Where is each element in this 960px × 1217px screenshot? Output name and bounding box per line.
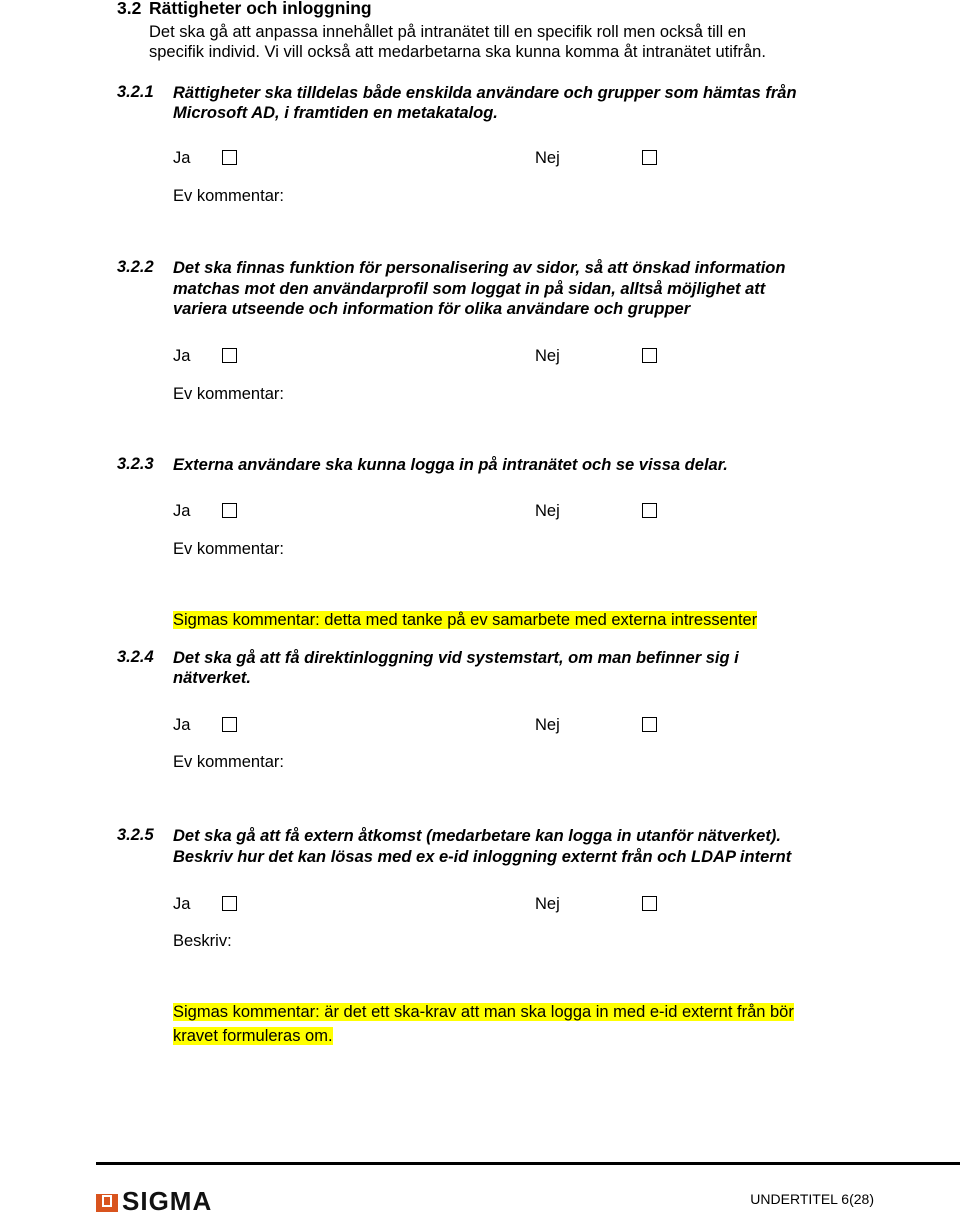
question-number: 3.2.1 — [117, 83, 154, 101]
no-checkbox[interactable] — [642, 150, 657, 165]
question-text-line: Det ska gå att få extern åtkomst (medarbetare kan logga in utanför nätverket). — [173, 827, 781, 845]
comment-label: Ev kommentar: — [173, 187, 284, 205]
comment-label: Ev kommentar: — [173, 540, 284, 558]
sigma-comment: kravet formuleras om. — [173, 1027, 333, 1045]
question-text-line: Rättigheter ska tilldelas både enskilda användare och grupper som hämtas från — [173, 84, 797, 102]
yes-label: Ja — [173, 895, 191, 913]
no-label: Nej — [535, 347, 560, 365]
question-text-line: matchas mot den användarprofil som loggat in på sidan, alltså möjlighet att — [173, 280, 766, 298]
comment-label: Ev kommentar: — [173, 385, 284, 403]
question-number: 3.2.4 — [117, 648, 154, 666]
no-label: Nej — [535, 716, 560, 734]
no-label: Nej — [535, 895, 560, 913]
no-checkbox[interactable] — [642, 348, 657, 363]
section-intro-line: Det ska gå att anpassa innehållet på intranätet till en specifik roll men också till en — [149, 23, 747, 41]
question-text-line: Externa användare ska kunna logga in på intranätet och se vissa delar. — [173, 456, 728, 474]
comment-label: Ev kommentar: — [173, 753, 284, 771]
yes-checkbox[interactable] — [222, 150, 237, 165]
question-text-line: nätverket. — [173, 669, 251, 687]
sigma-logo — [96, 1186, 213, 1216]
sigma-comment: Sigmas kommentar: detta med tanke på ev samarbete med externa intressenter — [173, 611, 758, 629]
section-number: 3.2 — [117, 0, 142, 18]
yes-checkbox[interactable] — [222, 348, 237, 363]
no-checkbox[interactable] — [642, 717, 657, 732]
footer-page-label: UNDERTITEL 6(28) — [750, 1191, 874, 1207]
section-intro-line: specifik individ. Vi vill också att medarbetarna ska kunna komma åt intranätet utifrån. — [149, 43, 766, 61]
question-number: 3.2.5 — [117, 826, 154, 844]
no-label: Nej — [535, 502, 560, 520]
question-text-line: variera utseende och information för olika användare och grupper — [173, 300, 691, 318]
section-title: Rättigheter och inloggning — [149, 0, 372, 18]
no-checkbox[interactable] — [642, 896, 657, 911]
describe-label: Beskriv: — [173, 932, 232, 950]
question-text-line: Det ska finnas funktion för personalisering av sidor, så att önskad information — [173, 259, 786, 277]
question-number: 3.2.2 — [117, 258, 154, 276]
sigma-comment: Sigmas kommentar: är det ett ska-krav att man ska logga in med e-id externt från bör — [173, 1003, 794, 1021]
question-text-line: Det ska gå att få direktinloggning vid systemstart, om man befinner sig i — [173, 649, 739, 667]
yes-checkbox[interactable] — [222, 503, 237, 518]
question-number: 3.2.3 — [117, 455, 154, 473]
question-text-line: Beskriv hur det kan lösas med ex e-id inloggning externt från och LDAP internt — [173, 848, 792, 866]
sigma-logo-text: SIGMA — [122, 1186, 213, 1216]
yes-checkbox[interactable] — [222, 896, 237, 911]
yes-checkbox[interactable] — [222, 717, 237, 732]
footer-divider — [96, 1162, 960, 1165]
yes-label: Ja — [173, 502, 191, 520]
yes-label: Ja — [173, 149, 191, 167]
no-checkbox[interactable] — [642, 503, 657, 518]
yes-label: Ja — [173, 347, 191, 365]
yes-label: Ja — [173, 716, 191, 734]
sigma-logo-icon — [96, 1190, 118, 1212]
question-text-line: Microsoft AD, i framtiden en metakatalog. — [173, 104, 498, 122]
no-label: Nej — [535, 149, 560, 167]
